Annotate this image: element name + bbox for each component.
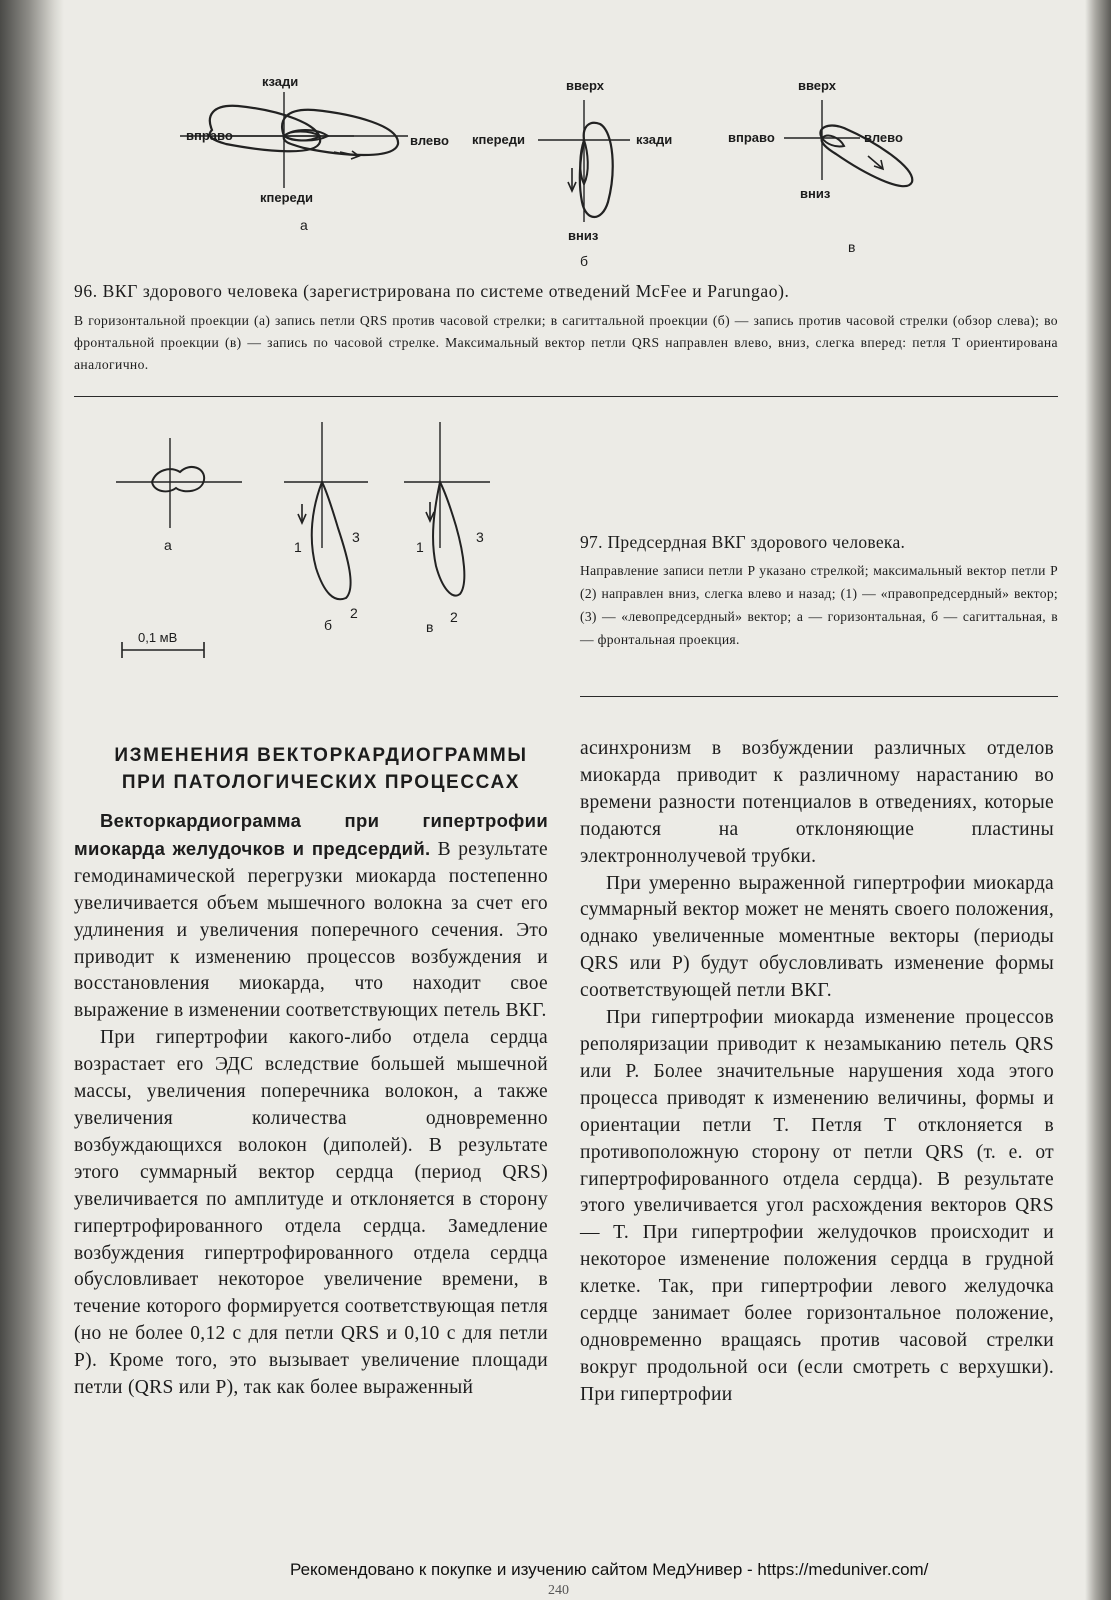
axis-label-down: вниз xyxy=(568,228,599,243)
svg-text:влево: влево xyxy=(410,133,449,148)
figure-96-panel-a-right-label xyxy=(408,130,468,150)
panel-c-label-2: 2 xyxy=(450,609,458,625)
axis-label-left: кпереди xyxy=(472,132,526,147)
figure-96-caption-body: В горизонтальной проекции (а) запись петли QRS против часовой стрелки; в сагиттальной проекции (б) — запись против часовой стрелки (обзор слева); во фронтальной проекции (в) — запись по часовой стрелке. Максимальный вектор петли QRS направлен влево, вниз, слегка вперед: петля T ориентирована аналогично. xyxy=(74,313,1058,372)
axis-label-right: кзади xyxy=(636,132,673,147)
figure-97-caption xyxy=(580,532,1058,651)
page-gutter-shadow xyxy=(0,0,64,1600)
panel-c-letter: в xyxy=(426,619,434,635)
panel-c-label-3: 3 xyxy=(476,529,484,545)
figure-96-caption-title: 96. ВКГ здорового человека (зарегистрирована по системе отведений McFee и Parungao). xyxy=(74,281,790,301)
paragraph xyxy=(74,808,548,1025)
panel-letter: б xyxy=(580,253,589,269)
paragraph-runin-heading: Векторкардиограмма при гипертрофии миокарда желудочков и предсердий. xyxy=(74,810,548,859)
panel-a-letter: а xyxy=(164,537,172,553)
panel-letter: а xyxy=(300,217,308,233)
separator-rule-right xyxy=(580,696,1058,697)
figure-96-panel-a-loop xyxy=(232,96,412,176)
axis-label-right: влево xyxy=(864,130,903,145)
axis-label-up: вверх xyxy=(798,78,837,93)
paragraph-text: В результате гемодинамической перегрузки миокарда постепенно увеличивается объем мышечного волокна за счет его удлинения и увеличения поперечного сечения. Это приводит к изменению процессов возбуждения и восстановления миокарда, что находит свое выражение в изменении соответствующих петель ВКГ. xyxy=(74,838,548,1022)
left-column xyxy=(74,808,548,1402)
section-heading-line-2: ПРИ ПАТОЛОГИЧЕСКИХ ПРОЦЕССАХ xyxy=(121,772,521,793)
axis-label-up: вверх xyxy=(566,78,605,93)
footer-watermark: Рекомендовано к покупке и изучению сайтом МедУнивер - https://meduniver.com/ xyxy=(290,1560,929,1579)
paragraph: При гипертрофии миокарда изменение процессов реполяризации приводит к незамыканию петель QRS или P. Более значительные нарушения хода этого процесса приводят к изменению величины, формы и ориентации петли T. Петля T отклоняется в противоположную сторону от петли QRS (т. е. от гипертрофированного отдела сердца). В результате этого увеличивается угол расхождения векторов QRS — T. При гипертрофии желудочков происходит и некоторое изменение положения сердца в грудной клетке. Так, при гипертрофии левого желудочка сердце занимает более горизонтальное положение, одновременно вращаясь против часовой стрелки вокруг продольной оси (если смотреть с верхушки). При гипертрофии xyxy=(580,1007,1054,1405)
paragraph: асинхронизм в возбуждении различных отделов миокарда приводит к различному нарастанию во времени разности потенциалов в отведениях, которые подаются на отклоняющие пластины электроннолучевой трубки. xyxy=(580,738,1054,867)
right-column xyxy=(580,736,1054,1409)
paragraph: При умеренно выраженной гипертрофии миокарда суммарный вектор может не менять своего положения, однако увеличенные моментные векторы (периоды QRS или P) будут обусловливать изменение формы соответствующей петли ВКГ. xyxy=(580,872,1054,1002)
page-number: 240 xyxy=(548,1583,569,1598)
panel-b-label-2: 2 xyxy=(350,605,358,621)
panel-letter: в xyxy=(848,239,856,255)
axis-label-down: кпереди xyxy=(260,190,314,205)
axis-label-up: кзади xyxy=(262,74,299,89)
figure-96-panel-b xyxy=(468,72,698,272)
panel-b-label-1: 1 xyxy=(294,539,302,555)
section-heading xyxy=(82,742,560,796)
scale-bar-label: 0,1 мВ xyxy=(138,630,178,645)
section-heading-line-1: ИЗМЕНЕНИЯ ВЕКТОРКАРДИОГРАММЫ xyxy=(114,745,528,766)
figure-97-caption-body: Направление записи петли P указано стрелкой; максимальный вектор петли P (2) направлен вниз, слегка влево и назад; (1) — «правопредсердный» вектор; (3) — «левопредсердный» вектор; а — горизонтальная, б — сагиттальная, в — фронтальная проекция. xyxy=(580,563,1058,647)
panel-b-letter: б xyxy=(324,617,333,633)
axis-label-left: вправо xyxy=(186,128,233,143)
figure-97 xyxy=(112,418,552,668)
paragraph: При гипертрофии какого-либо отдела сердца возрастает его ЭДС вследствие большей мышечной массы, увеличения поперечника волокон, а также увеличения количества одновременно возбуждающихся волокон (диполей). В результате этого суммарный вектор сердца (период QRS) увеличивается по амплитуде и отклоняется в сторону гипертрофированного отдела сердца. Замедление возбуждения гипертрофированного отдела сердца обусловливает некоторое увеличение времени, в течение которого формируется соответствующая петля (но не более 0,12 с для петли QRS и 0,10 с для петли P). Кроме того, это вызывает увеличение площади петли (QRS или P), так как более выраженный xyxy=(74,1027,548,1399)
panel-b-label-3: 3 xyxy=(352,529,360,545)
axis-label-left: вправо xyxy=(728,130,775,145)
panel-c-label-1: 1 xyxy=(416,539,424,555)
figure-96-panel-c xyxy=(728,72,956,272)
page-edge-shadow xyxy=(1085,0,1111,1600)
separator-rule xyxy=(74,396,1058,397)
figure-97-caption-title: 97. Предсердная ВКГ здорового человека. xyxy=(580,532,906,552)
axis-label-down: вниз xyxy=(800,186,831,201)
